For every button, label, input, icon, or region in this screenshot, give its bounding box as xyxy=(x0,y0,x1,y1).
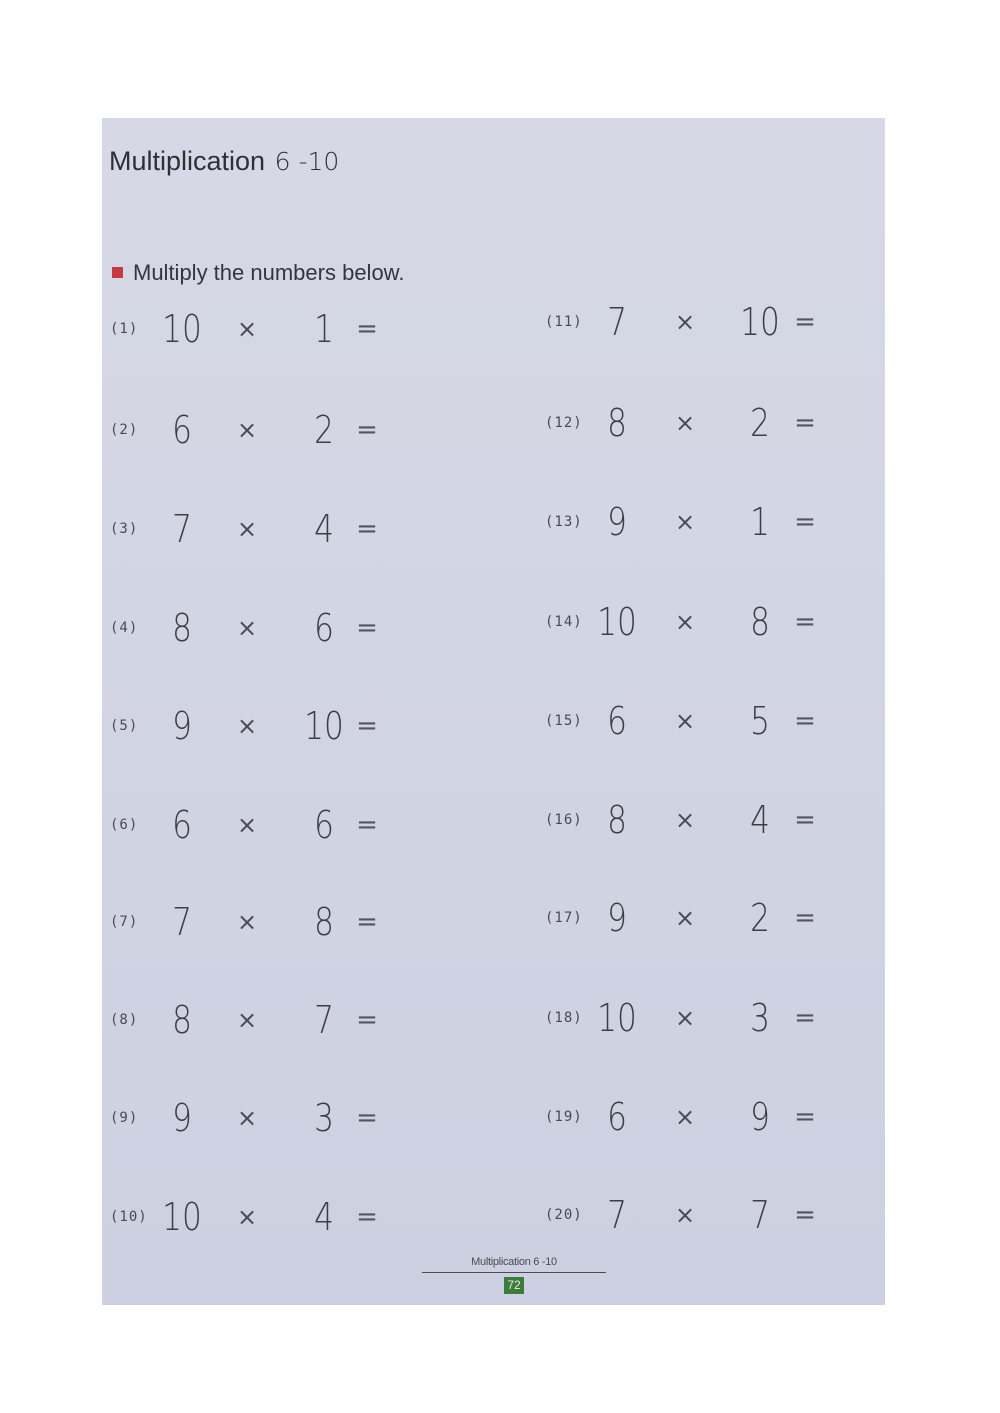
equals-sign: = xyxy=(794,1200,816,1230)
first-factor: 7 xyxy=(607,1193,627,1237)
problem-number: (13) xyxy=(545,514,583,530)
second-factor: 8 xyxy=(314,900,334,944)
times-sign: × xyxy=(236,515,258,543)
equals-sign: = xyxy=(794,307,816,337)
problem-number: (9) xyxy=(110,1110,139,1126)
equals-sign: = xyxy=(356,1202,378,1232)
second-factor: 2 xyxy=(750,401,770,445)
times-sign: × xyxy=(674,904,696,932)
page-number-badge: 72 xyxy=(504,1277,524,1294)
page-footer xyxy=(422,1256,606,1294)
equals-sign: = xyxy=(356,514,378,544)
first-factor: 6 xyxy=(607,1095,627,1139)
second-factor: 4 xyxy=(750,798,770,842)
first-factor: 7 xyxy=(607,300,627,344)
problem-number: (8) xyxy=(110,1012,139,1028)
times-sign: × xyxy=(674,707,696,735)
first-factor: 6 xyxy=(172,803,192,847)
problem-number: (6) xyxy=(110,817,139,833)
second-factor: 3 xyxy=(750,996,770,1040)
equals-sign: = xyxy=(794,903,816,933)
footer-label: Multiplication 6 -10 xyxy=(471,1256,557,1268)
second-factor: 8 xyxy=(750,600,770,644)
first-factor: 9 xyxy=(172,704,192,748)
second-factor: 2 xyxy=(750,896,770,940)
times-sign: × xyxy=(674,1103,696,1131)
problem-number: (12) xyxy=(545,415,583,431)
times-sign: × xyxy=(674,1201,696,1229)
times-sign: × xyxy=(674,409,696,437)
times-sign: × xyxy=(236,315,258,343)
first-factor: 9 xyxy=(172,1096,192,1140)
second-factor: 7 xyxy=(314,998,334,1042)
first-factor: 10 xyxy=(597,600,637,644)
first-factor: 9 xyxy=(607,500,627,544)
problem-number: (2) xyxy=(110,422,139,438)
times-sign: × xyxy=(236,811,258,839)
first-factor: 9 xyxy=(607,896,627,940)
first-factor: 6 xyxy=(607,699,627,743)
first-factor: 7 xyxy=(172,900,192,944)
equals-sign: = xyxy=(356,711,378,741)
problem-number: (15) xyxy=(545,713,583,729)
problem-number: (16) xyxy=(545,812,583,828)
equals-sign: = xyxy=(794,1003,816,1033)
times-sign: × xyxy=(236,1006,258,1034)
times-sign: × xyxy=(236,1104,258,1132)
equals-sign: = xyxy=(356,1103,378,1133)
first-factor: 8 xyxy=(172,606,192,650)
times-sign: × xyxy=(236,712,258,740)
first-factor: 8 xyxy=(607,401,627,445)
equals-sign: = xyxy=(794,607,816,637)
problem-number: (18) xyxy=(545,1010,583,1026)
footer-divider xyxy=(422,1272,606,1273)
second-factor: 4 xyxy=(314,1195,334,1239)
problem-number: (3) xyxy=(110,521,139,537)
second-factor: 7 xyxy=(750,1193,770,1237)
second-factor: 1 xyxy=(750,500,770,544)
equals-sign: = xyxy=(794,706,816,736)
square-bullet-icon xyxy=(112,267,123,278)
times-sign: × xyxy=(674,508,696,536)
problem-number: (17) xyxy=(545,910,583,926)
second-factor: 5 xyxy=(750,699,770,743)
page-title xyxy=(109,146,339,177)
second-factor: 10 xyxy=(740,300,780,344)
first-factor: 8 xyxy=(172,998,192,1042)
times-sign: × xyxy=(674,1004,696,1032)
problem-number: (11) xyxy=(545,314,583,330)
problem-number: (14) xyxy=(545,614,583,630)
second-factor: 1 xyxy=(314,307,334,351)
problem-number: (5) xyxy=(110,718,139,734)
equals-sign: = xyxy=(356,613,378,643)
problem-number: (4) xyxy=(110,620,139,636)
second-factor: 3 xyxy=(314,1096,334,1140)
title-range: 6 -10 xyxy=(274,147,340,176)
first-factor: 7 xyxy=(172,507,192,551)
times-sign: × xyxy=(236,908,258,936)
times-sign: × xyxy=(674,608,696,636)
second-factor: 2 xyxy=(314,408,334,452)
equals-sign: = xyxy=(356,314,378,344)
times-sign: × xyxy=(236,416,258,444)
first-factor: 8 xyxy=(607,798,627,842)
times-sign: × xyxy=(236,1203,258,1231)
times-sign: × xyxy=(674,806,696,834)
title-text: Multiplication xyxy=(109,146,266,176)
times-sign: × xyxy=(236,614,258,642)
second-factor: 4 xyxy=(314,507,334,551)
second-factor: 9 xyxy=(750,1095,770,1139)
equals-sign: = xyxy=(794,805,816,835)
problem-number: (10) xyxy=(110,1209,148,1225)
problem-number: (19) xyxy=(545,1109,583,1125)
first-factor: 10 xyxy=(597,996,637,1040)
problem-number: (1) xyxy=(110,321,139,337)
instruction-text: Multiply the numbers below. xyxy=(133,260,405,285)
problem-number: (7) xyxy=(110,914,139,930)
second-factor: 6 xyxy=(314,606,334,650)
first-factor: 10 xyxy=(162,307,202,351)
equals-sign: = xyxy=(794,408,816,438)
equals-sign: = xyxy=(356,1005,378,1035)
first-factor: 10 xyxy=(162,1195,202,1239)
problem-number: (20) xyxy=(545,1207,583,1223)
worksheet-page xyxy=(102,118,885,1305)
second-factor: 10 xyxy=(304,704,344,748)
times-sign: × xyxy=(674,308,696,336)
equals-sign: = xyxy=(356,415,378,445)
instruction xyxy=(112,260,404,286)
equals-sign: = xyxy=(356,810,378,840)
equals-sign: = xyxy=(794,1102,816,1132)
second-factor: 6 xyxy=(314,803,334,847)
first-factor: 6 xyxy=(172,408,192,452)
equals-sign: = xyxy=(356,907,378,937)
equals-sign: = xyxy=(794,507,816,537)
